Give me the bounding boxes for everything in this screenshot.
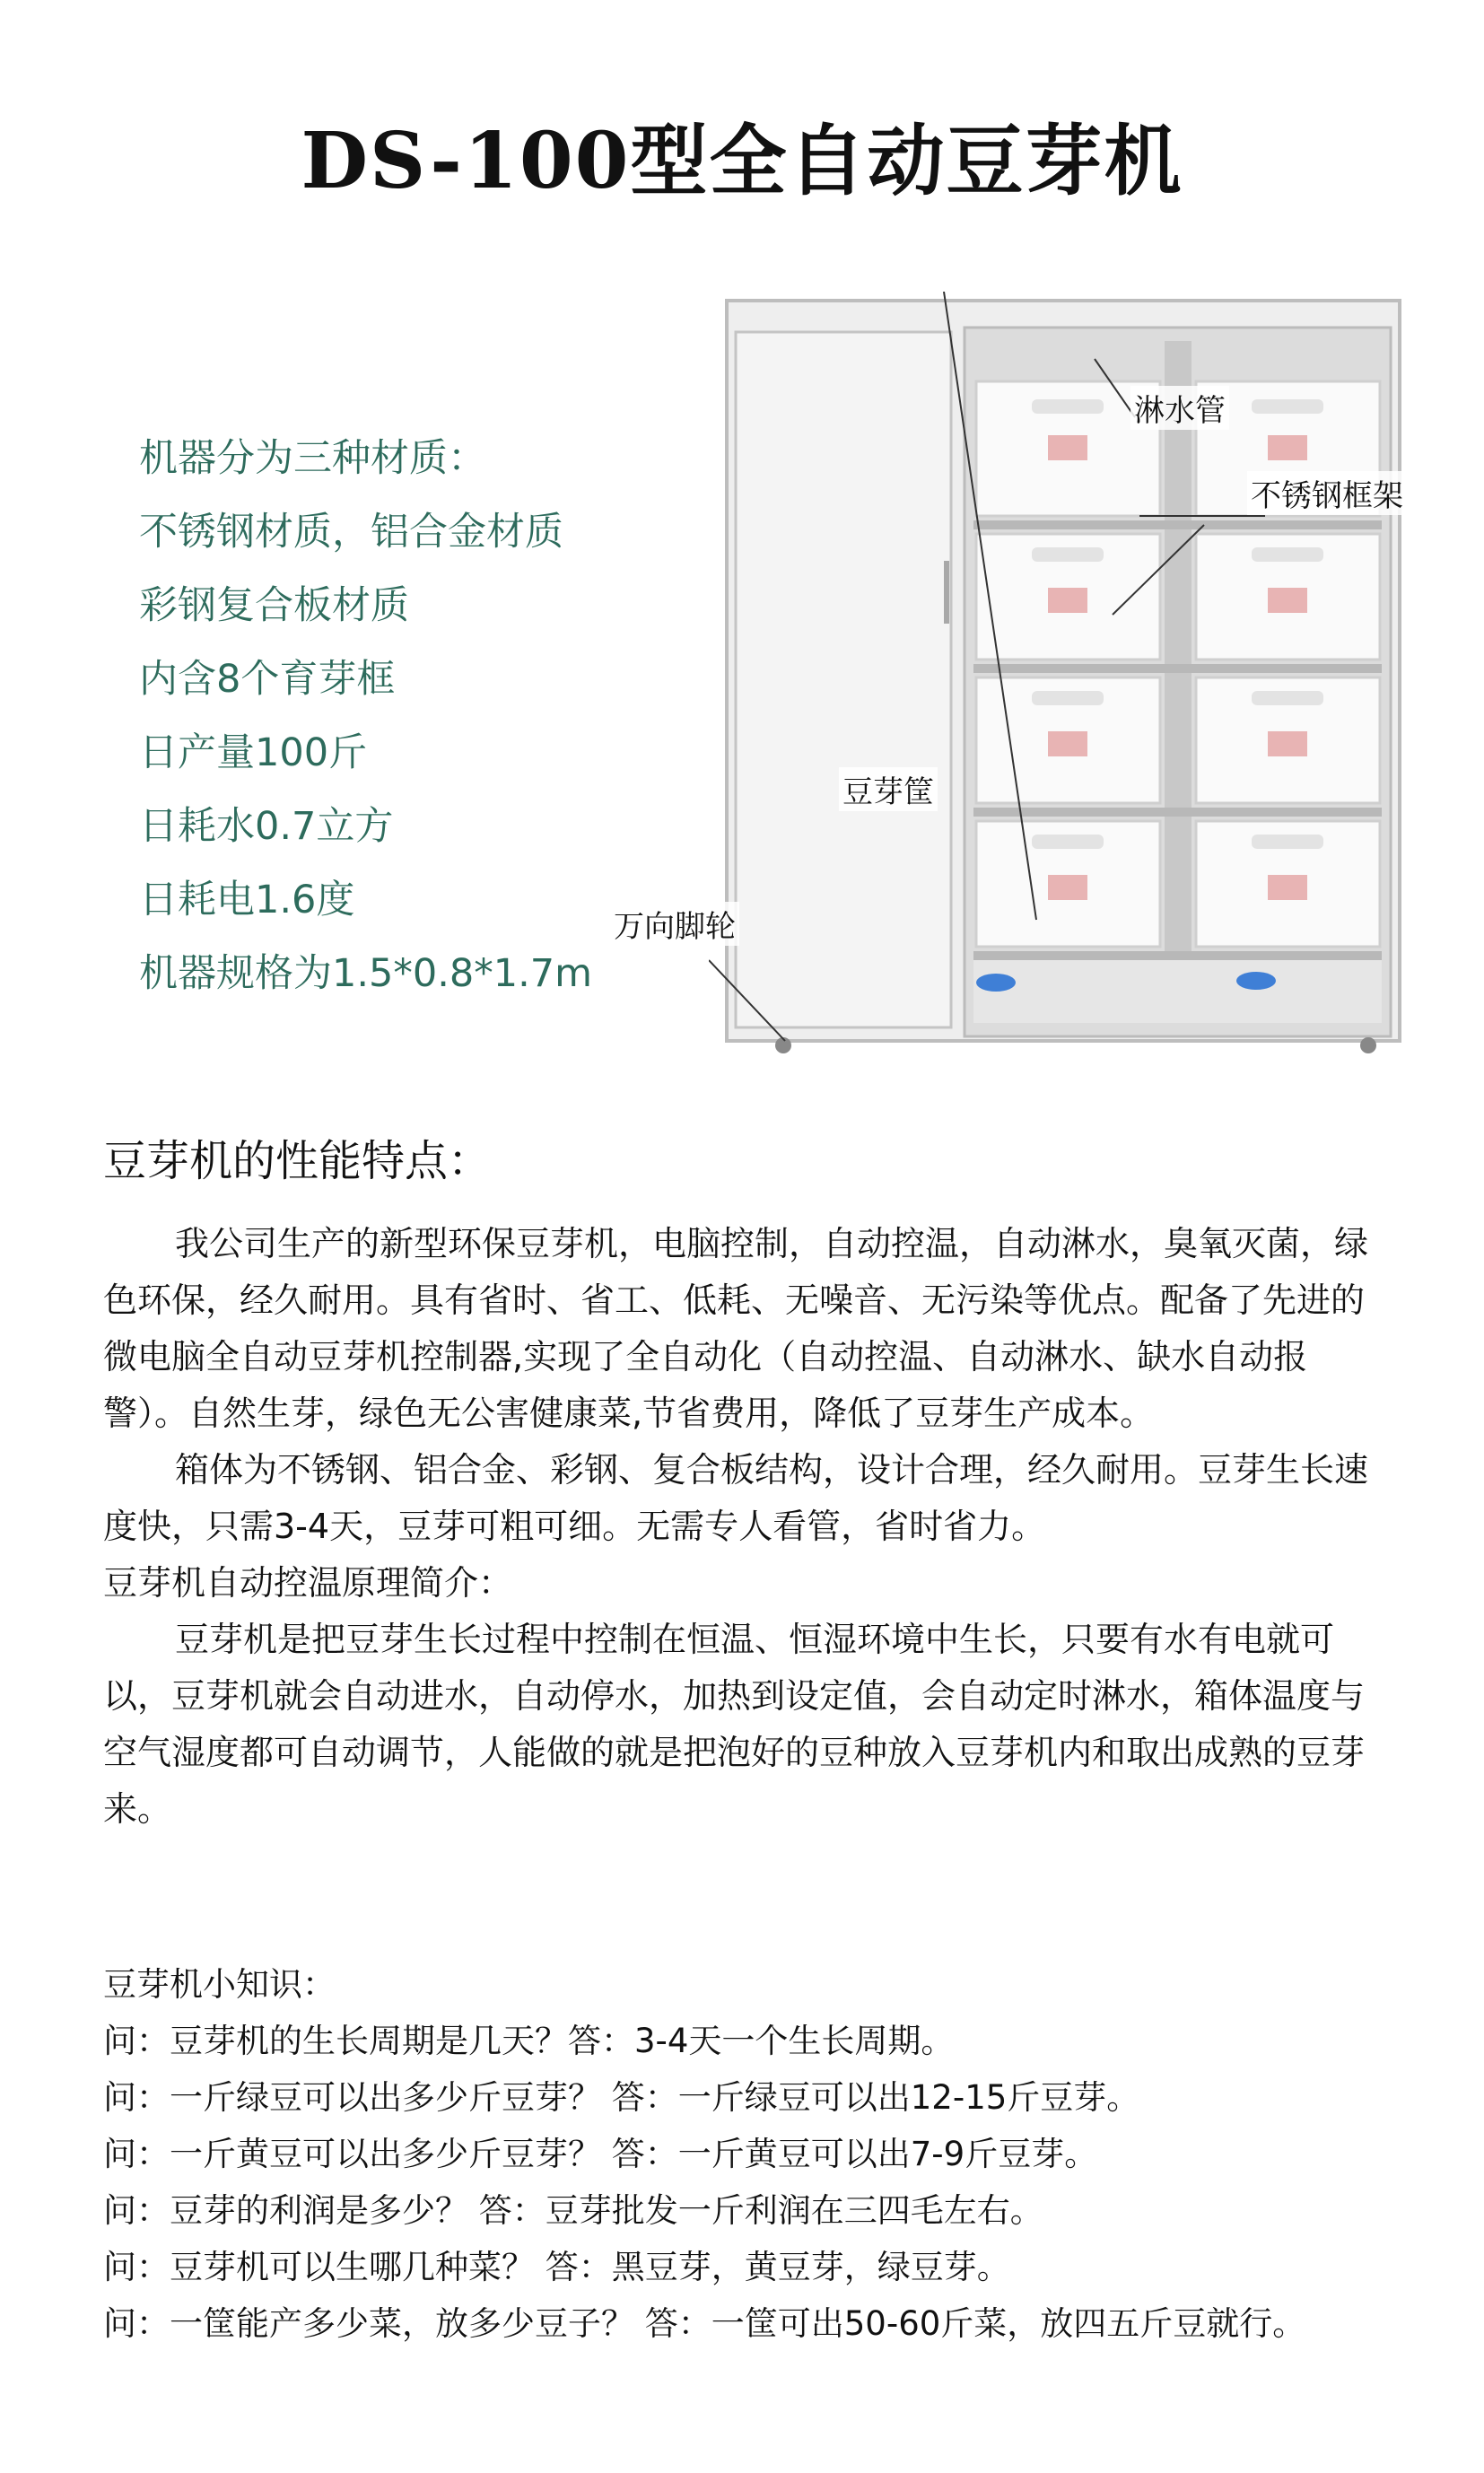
qa-item: 问：一筐能产多少菜，放多少豆子？ 答：一筐可出50-60斤菜，放四五斤豆就行。 <box>103 2304 1306 2343</box>
feature-paragraph: 豆芽机是把豆芽生长过程中控制在恒温、恒湿环境中生长，只要有水有电就可以，豆芽机就会自动进水，自动停水，加热到设定值，会自动定时淋水，箱体温度与空气湿度都可自动调节，人能做的就是把泡好的豆种放入豆芽机内和取出成熟的豆芽来。 <box>103 1620 1366 1829</box>
knowledge-heading: 豆芽机小知识： <box>103 1965 336 2004</box>
feature-paragraph: 箱体为不锈钢、铝合金、彩钢、复合板结构，设计合理，经久耐用。豆芽生长速度快，只需3-4天，豆芽可粗可细。无需专人看管，省时省力。 <box>103 1450 1369 1546</box>
spec-item: 机器分为三种材质： <box>139 436 486 481</box>
callout-sprinkler-pipe: 淋水管 <box>1130 386 1229 430</box>
features-heading: 豆芽机的性能特点： <box>103 1136 492 1186</box>
qa-item: 问：豆芽机的生长周期是几天？答：3-4天一个生长周期。 <box>103 2022 955 2060</box>
qa-item: 问：豆芽机可以生哪几种菜？ 答：黑豆芽，黄豆芽，绿豆芽。 <box>103 2248 1010 2286</box>
feature-paragraph: 我公司生产的新型环保豆芽机，电脑控制，自动控温，自动淋水，臭氧灭菌，绿色环保，经久耐用。具有省时、省工、低耗、无噪音、无污染等优点。配备了先进的微电脑全自动豆芽机控制器,实现了全自动化（自动控温、自动淋水、缺水自动报警）。自然生芽，绿色无公害健康菜,节省费用，降低了豆芽生产成本。 <box>103 1224 1369 1433</box>
callout-caster-wheel: 万向脚轮 <box>610 902 739 946</box>
spec-item: 机器规格为1.5*0.8*1.7m <box>139 951 593 996</box>
features-body <box>103 1216 1386 1838</box>
qa-item: 问：一斤黄豆可以出多少斤豆芽？ 答：一斤黄豆可以出7-9斤豆芽。 <box>103 2135 1098 2173</box>
knowledge-section <box>103 1956 1404 2352</box>
qa-item: 问：一斤绿豆可以出多少斤豆芽？ 答：一斤绿豆可以出12-15斤豆芽。 <box>103 2078 1140 2117</box>
machine-photo <box>614 292 1462 1054</box>
bean-sprout-machine-illustration <box>709 292 1462 1054</box>
spec-item: 日产量100斤 <box>139 730 368 775</box>
spec-item: 彩钢复合板材质 <box>139 583 409 628</box>
spec-item: 日耗电1.6度 <box>139 878 355 922</box>
callout-sprout-basket: 豆芽筐 <box>839 767 938 811</box>
spec-item: 内含8个育芽框 <box>139 657 396 702</box>
spec-list <box>139 422 592 1010</box>
callout-steel-frame: 不锈钢框架 <box>1247 471 1407 515</box>
spec-item: 日耗水0.7立方 <box>139 804 394 849</box>
spec-item: 不锈钢材质，铝合金材质 <box>139 510 563 555</box>
temperature-principle-heading: 豆芽机自动控温原理简介： <box>103 1563 513 1603</box>
qa-item: 问：豆芽的利润是多少？ 答：豆芽批发一斤利润在三四毛左右。 <box>103 2191 1043 2230</box>
page-title: DS-100型全自动豆芽机 <box>301 116 1183 206</box>
